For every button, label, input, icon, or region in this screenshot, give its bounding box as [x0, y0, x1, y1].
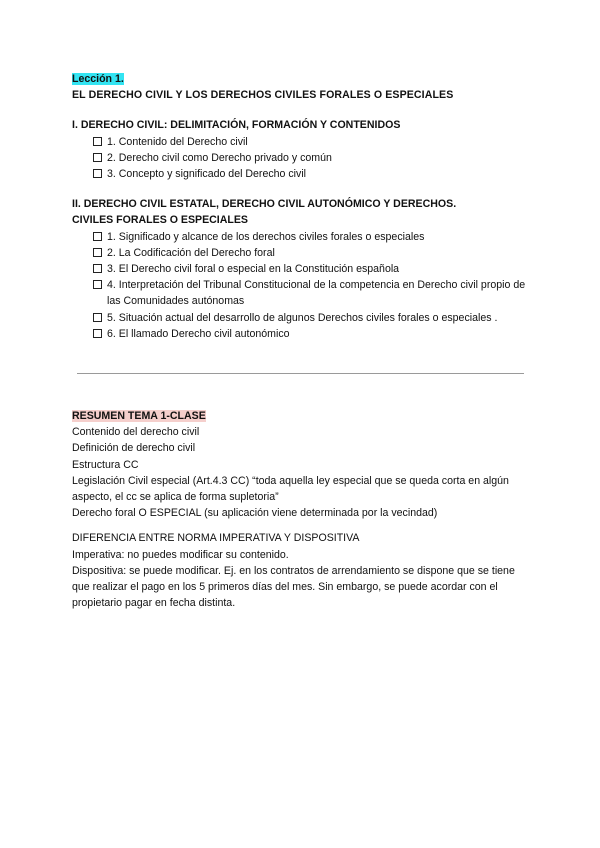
section2-title-line1: II. DERECHO CIVIL ESTATAL, DERECHO CIVIL AUTONÓMICO Y DERECHOS. — [72, 198, 457, 211]
checklist-item — [93, 261, 532, 277]
section2-title — [72, 196, 532, 228]
checklist-item — [93, 310, 532, 326]
resumen-line: Contenido del derecho civil — [72, 426, 200, 439]
resumen-line: Estructura CC — [72, 458, 139, 471]
resumen-line: Derecho foral O ESPECIAL (su aplicación viene determinada por la vecindad) — [72, 507, 438, 520]
checklist-item-text: 6. El llamado Derecho civil autonómico — [107, 327, 290, 340]
checklist-item-text: 3. Concepto y significado del Derecho civil — [107, 168, 307, 181]
checklist-item — [93, 326, 532, 342]
diferencia-line: Imperativa: no puedes modificar su contenido. — [72, 548, 289, 561]
checklist-item-text: 5. Situación actual del desarrollo de algunos Derechos civiles forales o especiales . — [107, 311, 498, 324]
checklist-item-text: 2. Derecho civil como Derecho privado y común — [107, 151, 332, 164]
checklist-item-text: 4. Interpretación del Tribunal Constitucional de la competencia en Derecho civil propio de las Comunidades autónomas — [107, 279, 526, 308]
lesson-label — [72, 71, 532, 87]
checklist-item-text: 2. La Codificación del Derecho foral — [107, 246, 275, 259]
checkbox[interactable] — [93, 232, 102, 241]
checkbox[interactable] — [93, 137, 102, 146]
checklist-item — [93, 245, 532, 261]
checkbox[interactable] — [93, 313, 102, 322]
section2-checklist — [72, 229, 532, 342]
checkbox[interactable] — [93, 264, 102, 273]
class-summary — [72, 408, 532, 611]
checkbox[interactable] — [93, 248, 102, 257]
lesson-outline — [72, 71, 532, 342]
section2-title-line2: CIVILES FORALES O ESPECIALES — [72, 214, 249, 227]
checklist-item-text: 1. Significado y alcance de los derechos civiles forales o especiales — [107, 230, 425, 243]
checkbox[interactable] — [93, 280, 102, 289]
diferencia-line: Dispositiva: se puede modificar. Ej. en los contratos de arrendamiento se dispone que se tiene que realizar el pago en los 5 primeros días del mes. Sin embargo, se puede acordar con el propietario pagar en fecha distinta. — [72, 564, 515, 610]
horizontal-divider — [77, 373, 524, 374]
resumen-line: Definición de derecho civil — [72, 442, 196, 455]
checkbox[interactable] — [93, 153, 102, 162]
checklist-item — [93, 150, 532, 166]
checklist-item — [93, 134, 532, 150]
checkbox[interactable] — [93, 169, 102, 178]
resumen-line: Legislación Civil especial (Art.4.3 CC) “toda aquella ley especial que se queda corta en algún aspecto, el cc se aplica de forma supletoria” — [72, 474, 509, 504]
checkbox[interactable] — [93, 329, 102, 338]
checklist-item — [93, 166, 532, 182]
diferencia-title: DIFERENCIA ENTRE NORMA IMPERATIVA Y DISPOSITIVA — [72, 532, 360, 545]
lesson-title: EL DERECHO CIVIL Y LOS DERECHOS CIVILES FORALES O ESPECIALES — [72, 89, 454, 102]
checklist-item-text: 1. Contenido del Derecho civil — [107, 135, 248, 148]
checklist-item-text: 3. El Derecho civil foral o especial en la Constitución española — [107, 263, 400, 276]
lesson-label-text: Lección 1. — [72, 73, 124, 85]
section1-checklist — [72, 134, 532, 183]
checklist-item — [93, 229, 532, 245]
resumen-title — [72, 408, 532, 424]
checklist-item — [93, 277, 532, 309]
resumen-title-text: RESUMEN TEMA 1-CLASE — [72, 410, 206, 422]
section1-title: I. DERECHO CIVIL: DELIMITACIÓN, FORMACIÓN Y CONTENIDOS — [72, 119, 401, 132]
